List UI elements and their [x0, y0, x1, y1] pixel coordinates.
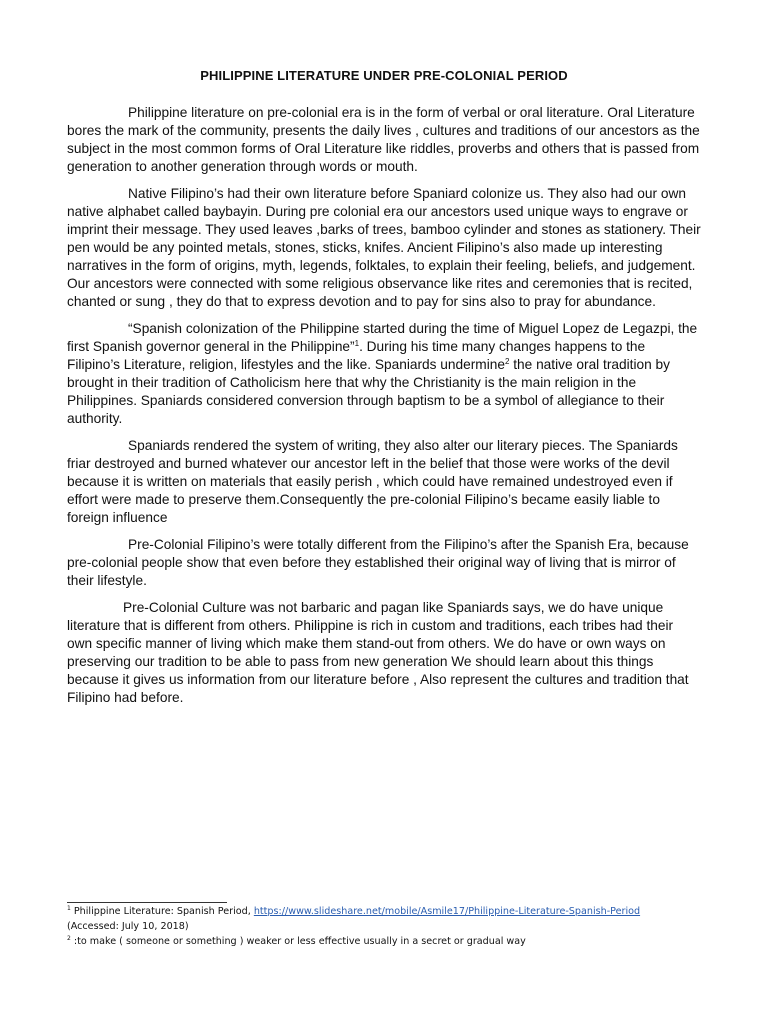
document-title: PHILIPPINE LITERATURE UNDER PRE-COLONIAL PERIOD [200, 68, 568, 83]
footnote-1-accessed: (Accessed: July 10, 2018) [67, 921, 189, 932]
footnote-mark-1: 1 [67, 905, 71, 912]
footnote-divider [67, 902, 227, 903]
footnote-2 [67, 934, 707, 949]
footnote-1-text: Philippine Literature: Spanish Period, [70, 906, 254, 917]
paragraph-native-literature: Native Filipino’s had their own literature before Spaniard colonize us. They also had our own native alphabet called baybayin. During pre colonial era our ancestors used unique ways to engrave or imprint their message. They used leaves ,barks of trees, bamboo cylinder and stones as stationery. Their pen would be any pointed metals, stones, sticks, knifes. Ancient Filipino’s also made up interesting narratives in the form of origins, myth, legends, folktales, to explain their feeling, beliefs, and judgement. Our ancestors were connected with some religious observance like rites and ceremonies that is recited, chanted or sung , they do that to express devotion and to pay for sins also to pray for abundance. [67, 186, 701, 309]
paragraph-text: . During his time many changes happens to the Filipino’s Literature, religion, lifestyles and the like. Spaniards undermine [67, 339, 646, 372]
paragraph-pre-colonial-culture: Pre-Colonial Culture was not barbaric and pagan like Spaniards says, we do have unique literature that is different from others. Philippine is rich in custom and traditions, each tribes had their own specific manner of living which make them stand-out from others. We do have or own ways on preserving our tradition to be able to pass from new generation We should learn about this things because it gives us information from our literature before , Also represent the cultures and tradition that Filipino had before. [67, 600, 689, 705]
paragraph-writing-system: Spaniards rendered the system of writing, they also alter our literary pieces. The Spaniards friar destroyed and burned whatever our ancestor left in the belief that those were works of the devil because it is written on materials that easily perish , which could have remained undestroyed even if effort were made to preserve them.Consequently the pre-colonial Filipino’s became easily liable to foreign influence [67, 438, 678, 525]
paragraph-spanish-colonization [67, 320, 701, 428]
document-body [67, 104, 701, 716]
paragraph-text: the native oral tradition by brought in their tradition of Catholicism here that why the Christianity is the main religion in the Philippines. Spaniards considered conversion through baptism to be a symbol of allegiance to their authority. [67, 357, 670, 426]
footnotes [67, 904, 707, 949]
paragraph-oral-literature: Philippine literature on pre-colonial era is in the form of verbal or oral literature. Oral Literature bores the mark of the community, presents the daily lives , cultures and traditions of our ancestors as the subject in the most common forms of Oral Literature like riddles, proverbs and others that is passed from generation to another generation through words or mouth. [67, 105, 700, 174]
footnote-1-link[interactable]: https://www.slideshare.net/mobile/Asmile17/Philippine-Literature-Spanish-Period [253, 906, 641, 917]
footnote-ref-2[interactable]: 2 [504, 357, 510, 366]
footnote-mark-2: 2 [67, 935, 71, 942]
paragraph-pre-colonial-filipinos: Pre-Colonial Filipino’s were totally different from the Filipino’s after the Spanish Era, because pre-colonial people show that even before they established their original way of living that is mirror of their lifestyle. [67, 537, 689, 588]
footnote-1 [67, 904, 707, 919]
paragraph-text: “Spanish colonization of the Philippine started during the time of Miguel Lopez de Legazpi, the first Spanish governor general in the Philippine” [67, 321, 698, 354]
footnote-ref-1[interactable]: 1 [354, 339, 360, 348]
footnote-2-text: :to make ( someone or something ) weaker or less effective usually in a secret or gradual way [70, 936, 526, 947]
